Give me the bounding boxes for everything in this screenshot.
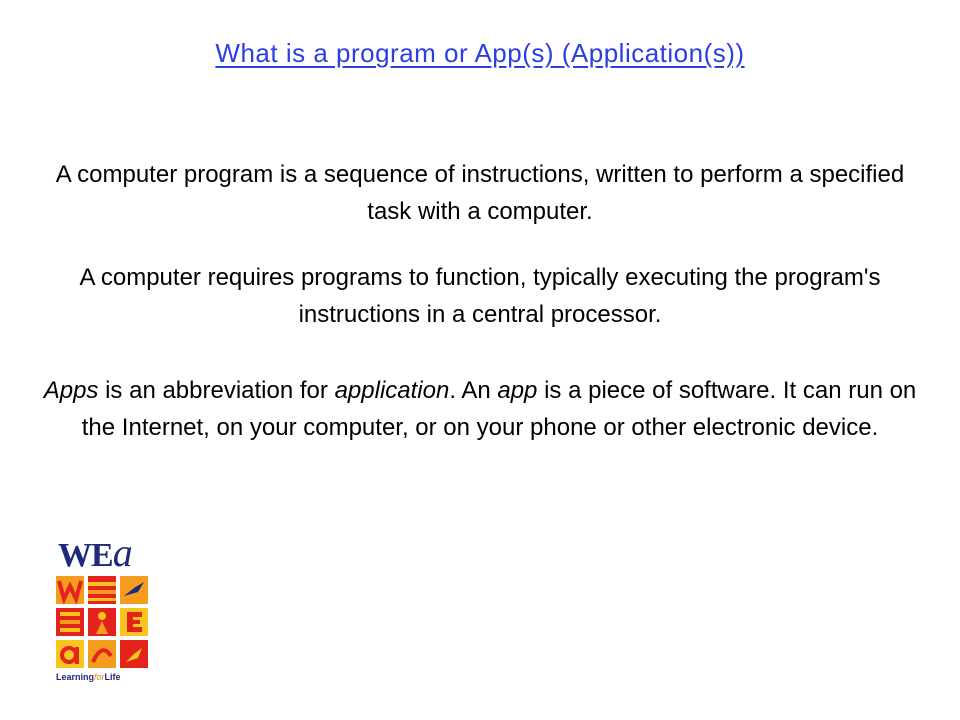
logo-mosaic xyxy=(56,576,150,670)
logo-tile-swirl xyxy=(88,640,116,668)
logo-tile-bird xyxy=(120,576,148,604)
wea-logo xyxy=(56,530,174,682)
apps-term: Apps xyxy=(43,377,99,404)
logo-tagline-learning: Learning xyxy=(56,672,95,682)
logo-tile-w xyxy=(56,576,84,604)
logo-letter-e: E xyxy=(91,537,113,574)
logo-tile-e xyxy=(120,608,148,636)
logo-tile-runner xyxy=(120,640,148,668)
logo-tile-a xyxy=(56,640,84,668)
logo-tagline-life: Life xyxy=(104,672,121,682)
text-fragment: . An xyxy=(449,377,498,404)
logo-letter-a: a xyxy=(112,530,132,575)
slide-title[interactable]: What is a program or App(s) (Application(s)) xyxy=(215,38,745,68)
text-fragment: is an abbreviation for xyxy=(98,377,335,404)
logo-tile-pattern xyxy=(56,608,84,636)
application-term: application xyxy=(334,377,450,404)
paragraph-apps-definition xyxy=(40,372,920,446)
app-term: app xyxy=(497,377,538,404)
logo-tagline xyxy=(56,672,121,682)
logo-tile-figure xyxy=(88,608,116,636)
paragraph-program-function: A computer requires programs to function, typically executing the program's instructions in a central processor. xyxy=(79,264,881,328)
logo-wordmark xyxy=(58,530,132,575)
text-fragment: is a piece of software. It can run on the Internet, on your computer, or on your phone or other electronic device. xyxy=(81,377,917,441)
logo-tile-stripes xyxy=(88,576,116,604)
logo-letter-w: W xyxy=(58,537,91,574)
paragraph-program-definition: A computer program is a sequence of instructions, written to perform a specified task with a computer. xyxy=(55,161,905,225)
logo-tagline-for: for xyxy=(94,672,105,682)
